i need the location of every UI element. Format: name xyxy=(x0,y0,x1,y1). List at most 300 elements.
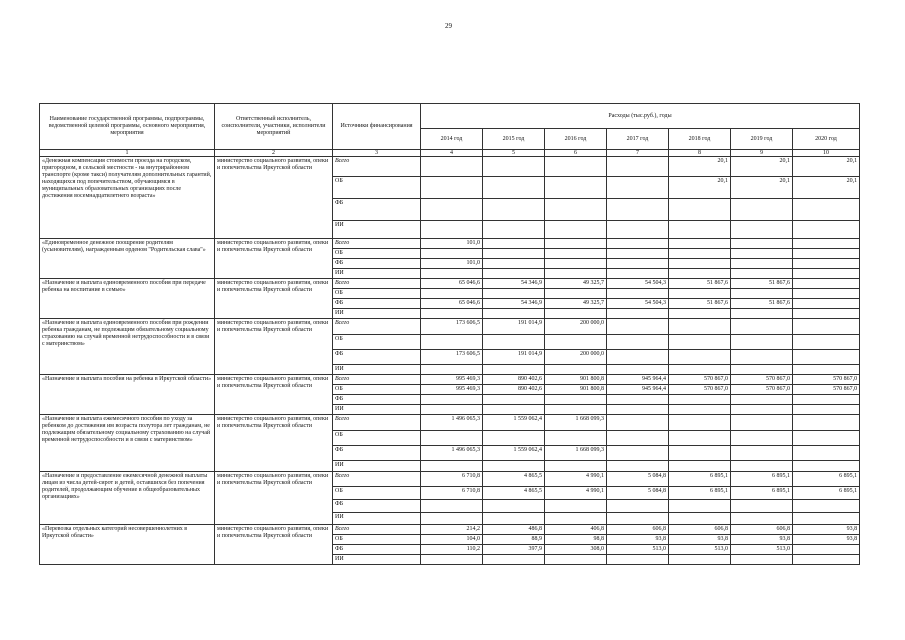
amount-cell xyxy=(793,545,860,555)
funding-source: Всего xyxy=(333,157,421,177)
funding-source: ФБ xyxy=(333,350,421,365)
column-number: 1 xyxy=(40,150,215,157)
amount-cell xyxy=(483,177,545,199)
table-row xyxy=(40,279,860,289)
amount-cell xyxy=(607,239,669,249)
amount-cell: 4 865,5 xyxy=(483,472,545,487)
amount-cell: 20,1 xyxy=(793,177,860,199)
amount-cell: 65 046,6 xyxy=(421,279,483,289)
amount-cell xyxy=(793,239,860,249)
amount-cell xyxy=(607,269,669,279)
amount-cell xyxy=(607,177,669,199)
amount-cell xyxy=(607,289,669,299)
funding-source: ИИ xyxy=(333,405,421,415)
table-row xyxy=(40,375,860,385)
amount-cell: 6 895,1 xyxy=(669,487,731,500)
amount-cell xyxy=(669,221,731,239)
amount-cell xyxy=(793,395,860,405)
amount-cell xyxy=(483,199,545,221)
amount-cell xyxy=(421,199,483,221)
amount-cell xyxy=(421,405,483,415)
amount-cell xyxy=(669,500,731,513)
funding-source: ОБ xyxy=(333,249,421,259)
amount-cell: 200 000,0 xyxy=(545,350,607,365)
header-year: 2017 год xyxy=(607,129,669,150)
amount-cell: 513,0 xyxy=(669,545,731,555)
amount-cell xyxy=(669,269,731,279)
amount-cell xyxy=(793,289,860,299)
amount-cell xyxy=(793,221,860,239)
amount-cell xyxy=(421,249,483,259)
amount-cell: 93,8 xyxy=(793,535,860,545)
amount-cell xyxy=(421,461,483,472)
executor: министерство социального развития, опеки и попечительства Иркутской области xyxy=(215,279,333,319)
amount-cell xyxy=(607,555,669,565)
amount-cell xyxy=(731,289,793,299)
amount-cell: 93,8 xyxy=(793,525,860,535)
amount-cell xyxy=(545,269,607,279)
amount-cell xyxy=(669,199,731,221)
amount-cell xyxy=(607,249,669,259)
amount-cell xyxy=(669,405,731,415)
amount-cell: 20,1 xyxy=(669,177,731,199)
funding-source: ОБ xyxy=(333,535,421,545)
amount-cell xyxy=(731,335,793,350)
funding-source: ОБ xyxy=(333,385,421,395)
program-name: «Денежная компенсация стоимости проезда на городском, пригородном, в сельской местности - на внутрирайонном транспорте (кроме такси) получателям дополнительных гарантий, находящихся под попечительством, обучающимся в муниципальных образовательных организациях после достижения восемнадцатилетнего возраста» xyxy=(40,157,215,239)
amount-cell xyxy=(607,461,669,472)
amount-cell xyxy=(793,319,860,335)
amount-cell xyxy=(545,461,607,472)
amount-cell: 54 504,3 xyxy=(607,279,669,289)
amount-cell: 5 084,8 xyxy=(607,487,669,500)
program-name: «Единовременное денежное поощрение родителям (усыновителям), награжденным орденом "Родительская слава"» xyxy=(40,239,215,279)
funding-source: ОБ xyxy=(333,487,421,500)
amount-cell xyxy=(545,405,607,415)
amount-cell: 93,8 xyxy=(731,535,793,545)
funding-source: ФБ xyxy=(333,395,421,405)
amount-cell xyxy=(607,350,669,365)
amount-cell: 890 402,6 xyxy=(483,375,545,385)
column-number: 7 xyxy=(607,150,669,157)
amount-cell xyxy=(483,239,545,249)
amount-cell: 901 800,8 xyxy=(545,375,607,385)
funding-source: ИИ xyxy=(333,309,421,319)
amount-cell xyxy=(669,395,731,405)
amount-cell xyxy=(793,279,860,289)
table-row xyxy=(40,157,860,177)
amount-cell: 606,8 xyxy=(607,525,669,535)
program-name: «Назначение и выплата единовременного пособия при рождении ребенка гражданам, не подлежащим обязательному социальному страхованию на случай временной нетрудоспособности и в связи с материнством» xyxy=(40,319,215,375)
amount-cell xyxy=(421,365,483,375)
amount-cell xyxy=(669,446,731,461)
amount-cell: 570 867,0 xyxy=(793,375,860,385)
amount-cell xyxy=(545,500,607,513)
amount-cell xyxy=(669,431,731,446)
amount-cell: 570 867,0 xyxy=(731,385,793,395)
amount-cell: 995 469,3 xyxy=(421,385,483,395)
amount-cell: 570 867,0 xyxy=(793,385,860,395)
funding-source: ФБ xyxy=(333,446,421,461)
amount-cell xyxy=(483,500,545,513)
table-row xyxy=(40,319,860,335)
amount-cell xyxy=(731,461,793,472)
amount-cell xyxy=(483,269,545,279)
header-year: 2018 год xyxy=(669,129,731,150)
amount-cell: 93,8 xyxy=(607,535,669,545)
amount-cell xyxy=(669,415,731,431)
program-name: «Назначение и предоставление ежемесячной денежной выплаты лицам из числа детей-сирот и детей, оставшихся без попечения родителей, продолжающим обучение в общеобразовательных организациях» xyxy=(40,472,215,525)
amount-cell: 1 559 062,4 xyxy=(483,446,545,461)
amount-cell xyxy=(421,335,483,350)
amount-cell xyxy=(421,269,483,279)
column-number: 8 xyxy=(669,150,731,157)
amount-cell xyxy=(793,350,860,365)
funding-source: ФБ xyxy=(333,199,421,221)
amount-cell xyxy=(731,269,793,279)
amount-cell xyxy=(607,335,669,350)
amount-cell: 49 325,7 xyxy=(545,299,607,309)
funding-source: Всего xyxy=(333,525,421,535)
amount-cell xyxy=(545,395,607,405)
funding-source: ОБ xyxy=(333,177,421,199)
column-number: 10 xyxy=(793,150,860,157)
program-name: «Назначение и выплата пособия на ребенка в Иркутской области» xyxy=(40,375,215,415)
funding-source: ИИ xyxy=(333,269,421,279)
amount-cell xyxy=(421,309,483,319)
amount-cell: 65 046,6 xyxy=(421,299,483,309)
header-executor: Ответственный исполнитель, соисполнители, участники, исполнители мероприятий xyxy=(215,104,333,150)
amount-cell xyxy=(607,395,669,405)
amount-cell xyxy=(483,405,545,415)
amount-cell xyxy=(793,249,860,259)
funding-source: Всего xyxy=(333,319,421,335)
amount-cell xyxy=(607,259,669,269)
amount-cell xyxy=(793,461,860,472)
amount-cell xyxy=(483,365,545,375)
amount-cell: 4 990,1 xyxy=(545,472,607,487)
amount-cell xyxy=(731,221,793,239)
amount-cell: 104,0 xyxy=(421,535,483,545)
funding-source: ФБ xyxy=(333,299,421,309)
amount-cell: 173 606,5 xyxy=(421,350,483,365)
amount-cell: 1 496 065,3 xyxy=(421,415,483,431)
amount-cell xyxy=(731,513,793,525)
funding-source: Всего xyxy=(333,472,421,487)
amount-cell: 93,8 xyxy=(669,535,731,545)
amount-cell xyxy=(545,239,607,249)
amount-cell: 49 325,7 xyxy=(545,279,607,289)
amount-cell: 51 867,6 xyxy=(731,299,793,309)
amount-cell xyxy=(607,513,669,525)
funding-source: ИИ xyxy=(333,513,421,525)
amount-cell: 51 867,6 xyxy=(669,299,731,309)
amount-cell xyxy=(545,513,607,525)
amount-cell: 20,1 xyxy=(669,157,731,177)
amount-cell xyxy=(731,500,793,513)
executor: министерство социального развития, опеки и попечительства Иркутской области xyxy=(215,415,333,472)
amount-cell: 1 559 062,4 xyxy=(483,415,545,431)
amount-cell: 570 867,0 xyxy=(669,375,731,385)
amount-cell xyxy=(731,555,793,565)
amount-cell xyxy=(545,335,607,350)
amount-cell: 890 402,6 xyxy=(483,385,545,395)
amount-cell xyxy=(421,221,483,239)
amount-cell xyxy=(669,289,731,299)
table-row xyxy=(40,525,860,535)
amount-cell xyxy=(793,415,860,431)
amount-cell: 486,8 xyxy=(483,525,545,535)
amount-cell: 1 496 065,3 xyxy=(421,446,483,461)
amount-cell: 6 895,1 xyxy=(793,487,860,500)
amount-cell: 54 504,3 xyxy=(607,299,669,309)
executor: министерство социального развития, опеки и попечительства Иркутской области xyxy=(215,319,333,375)
amount-cell xyxy=(731,446,793,461)
amount-cell xyxy=(545,177,607,199)
amount-cell: 191 014,9 xyxy=(483,350,545,365)
amount-cell: 308,0 xyxy=(545,545,607,555)
funding-source: ФБ xyxy=(333,259,421,269)
amount-cell: 20,1 xyxy=(731,177,793,199)
amount-cell xyxy=(731,309,793,319)
budget-table xyxy=(39,103,860,565)
table-row xyxy=(40,472,860,487)
funding-source: Всего xyxy=(333,279,421,289)
amount-cell xyxy=(545,309,607,319)
amount-cell: 513,0 xyxy=(731,545,793,555)
page-number: 29 xyxy=(445,22,452,30)
funding-source: ОБ xyxy=(333,431,421,446)
amount-cell xyxy=(793,405,860,415)
funding-source: Всего xyxy=(333,415,421,431)
funding-source: ФБ xyxy=(333,500,421,513)
amount-cell: 51 867,6 xyxy=(669,279,731,289)
amount-cell: 1 668 099,3 xyxy=(545,415,607,431)
funding-source: ИИ xyxy=(333,221,421,239)
amount-cell: 6 710,8 xyxy=(421,487,483,500)
amount-cell xyxy=(607,431,669,446)
amount-cell xyxy=(731,415,793,431)
amount-cell: 173 606,5 xyxy=(421,319,483,335)
amount-cell xyxy=(669,319,731,335)
amount-cell xyxy=(421,395,483,405)
amount-cell xyxy=(607,365,669,375)
program-name: «Назначение и выплата ежемесячного пособия по уходу за ребенком до достижения им возраста полутора лет гражданам, не подлежащим обязательному социальному страхованию на случай временной нетрудоспособности и в связи с материнством» xyxy=(40,415,215,472)
amount-cell xyxy=(483,157,545,177)
amount-cell: 88,9 xyxy=(483,535,545,545)
table-row xyxy=(40,239,860,249)
funding-source: ОБ xyxy=(333,289,421,299)
executor: министерство социального развития, опеки и попечительства Иркутской области xyxy=(215,375,333,415)
funding-source: ИИ xyxy=(333,365,421,375)
amount-cell xyxy=(793,269,860,279)
table-row xyxy=(40,415,860,431)
amount-cell xyxy=(545,365,607,375)
amount-cell: 901 800,8 xyxy=(545,385,607,395)
amount-cell xyxy=(731,365,793,375)
amount-cell xyxy=(731,199,793,221)
amount-cell: 6 895,1 xyxy=(793,472,860,487)
amount-cell xyxy=(607,221,669,239)
amount-cell xyxy=(421,289,483,299)
amount-cell xyxy=(607,446,669,461)
amount-cell xyxy=(793,513,860,525)
amount-cell xyxy=(793,299,860,309)
funding-source: ОБ xyxy=(333,335,421,350)
amount-cell: 51 867,6 xyxy=(731,279,793,289)
column-number: 6 xyxy=(545,150,607,157)
amount-cell: 191 014,9 xyxy=(483,319,545,335)
amount-cell: 98,8 xyxy=(545,535,607,545)
amount-cell: 20,1 xyxy=(731,157,793,177)
program-name: «Перевозка отдельных категорий несовершеннолетних в Иркутской области» xyxy=(40,525,215,565)
amount-cell xyxy=(793,555,860,565)
amount-cell xyxy=(545,555,607,565)
amount-cell xyxy=(731,395,793,405)
amount-cell: 570 867,0 xyxy=(731,375,793,385)
amount-cell xyxy=(669,239,731,249)
amount-cell xyxy=(669,335,731,350)
amount-cell xyxy=(793,500,860,513)
amount-cell: 101,0 xyxy=(421,239,483,249)
amount-cell: 945 964,4 xyxy=(607,375,669,385)
amount-cell: 20,1 xyxy=(793,157,860,177)
amount-cell xyxy=(731,405,793,415)
header-year: 2020 год xyxy=(793,129,860,150)
amount-cell xyxy=(669,249,731,259)
amount-cell xyxy=(421,500,483,513)
amount-cell: 6 895,1 xyxy=(731,472,793,487)
amount-cell xyxy=(483,431,545,446)
amount-cell: 945 964,4 xyxy=(607,385,669,395)
amount-cell xyxy=(483,395,545,405)
amount-cell xyxy=(545,157,607,177)
amount-cell xyxy=(607,500,669,513)
amount-cell: 4 990,1 xyxy=(545,487,607,500)
amount-cell xyxy=(421,177,483,199)
funding-source: Всего xyxy=(333,375,421,385)
amount-cell: 5 084,8 xyxy=(607,472,669,487)
amount-cell xyxy=(607,309,669,319)
amount-cell xyxy=(731,259,793,269)
funding-source: Всего xyxy=(333,239,421,249)
amount-cell xyxy=(793,431,860,446)
amount-cell xyxy=(793,365,860,375)
amount-cell xyxy=(483,461,545,472)
amount-cell xyxy=(607,405,669,415)
amount-cell xyxy=(483,259,545,269)
amount-cell xyxy=(731,350,793,365)
amount-cell: 54 346,9 xyxy=(483,279,545,289)
amount-cell xyxy=(669,365,731,375)
amount-cell: 6 895,1 xyxy=(669,472,731,487)
amount-cell xyxy=(483,289,545,299)
amount-cell: 995 469,3 xyxy=(421,375,483,385)
header-year: 2015 год xyxy=(483,129,545,150)
amount-cell xyxy=(545,289,607,299)
header-year: 2014 год xyxy=(421,129,483,150)
header-program: Наименование государственной программы, подпрограммы, ведомственной целевой программы, основного мероприятия, мероприятия xyxy=(40,104,215,150)
amount-cell: 214,2 xyxy=(421,525,483,535)
column-number: 2 xyxy=(215,150,333,157)
amount-cell: 54 346,9 xyxy=(483,299,545,309)
amount-cell xyxy=(421,157,483,177)
amount-cell xyxy=(483,309,545,319)
amount-cell xyxy=(483,513,545,525)
amount-cell xyxy=(793,199,860,221)
amount-cell xyxy=(545,431,607,446)
amount-cell: 6 710,8 xyxy=(421,472,483,487)
funding-source: ИИ xyxy=(333,555,421,565)
amount-cell xyxy=(669,461,731,472)
amount-cell: 513,0 xyxy=(607,545,669,555)
header-source: Источники финансирования xyxy=(333,104,421,150)
amount-cell: 606,8 xyxy=(669,525,731,535)
amount-cell: 200 000,0 xyxy=(545,319,607,335)
amount-cell xyxy=(731,431,793,446)
amount-cell: 397,9 xyxy=(483,545,545,555)
amount-cell xyxy=(669,513,731,525)
amount-cell xyxy=(793,335,860,350)
amount-cell: 110,2 xyxy=(421,545,483,555)
amount-cell xyxy=(607,157,669,177)
amount-cell xyxy=(793,309,860,319)
amount-cell xyxy=(421,555,483,565)
amount-cell xyxy=(421,513,483,525)
column-number: 3 xyxy=(333,150,421,157)
funding-source: ФБ xyxy=(333,545,421,555)
amount-cell: 1 668 099,3 xyxy=(545,446,607,461)
amount-cell xyxy=(483,335,545,350)
amount-cell xyxy=(545,221,607,239)
amount-cell: 101,0 xyxy=(421,259,483,269)
amount-cell xyxy=(607,319,669,335)
program-name: «Назначение и выплата единовременного пособия при передаче ребенка на воспитание в семью» xyxy=(40,279,215,319)
amount-cell xyxy=(545,259,607,269)
amount-cell xyxy=(483,555,545,565)
amount-cell xyxy=(669,259,731,269)
amount-cell xyxy=(731,249,793,259)
amount-cell xyxy=(421,431,483,446)
amount-cell xyxy=(669,350,731,365)
amount-cell xyxy=(545,199,607,221)
executor: министерство социального развития, опеки и попечительства Иркутской области xyxy=(215,525,333,565)
amount-cell xyxy=(607,415,669,431)
column-number: 9 xyxy=(731,150,793,157)
amount-cell xyxy=(669,555,731,565)
amount-cell xyxy=(545,249,607,259)
amount-cell xyxy=(731,239,793,249)
amount-cell: 4 865,5 xyxy=(483,487,545,500)
amount-cell xyxy=(607,199,669,221)
column-number: 4 xyxy=(421,150,483,157)
amount-cell: 6 895,1 xyxy=(731,487,793,500)
header-expenses: Расходы (тыс.руб.), годы xyxy=(421,104,860,129)
funding-source: ИИ xyxy=(333,461,421,472)
amount-cell xyxy=(669,309,731,319)
amount-cell xyxy=(793,446,860,461)
header-year: 2019 год xyxy=(731,129,793,150)
amount-cell: 606,8 xyxy=(731,525,793,535)
amount-cell xyxy=(793,259,860,269)
amount-cell: 406,8 xyxy=(545,525,607,535)
column-number: 5 xyxy=(483,150,545,157)
amount-cell: 570 867,0 xyxy=(669,385,731,395)
executor: министерство социального развития, опеки и попечительства Иркутской области xyxy=(215,472,333,525)
amount-cell xyxy=(483,249,545,259)
executor: министерство социального развития, опеки и попечительства Иркутской области xyxy=(215,157,333,239)
amount-cell xyxy=(731,319,793,335)
